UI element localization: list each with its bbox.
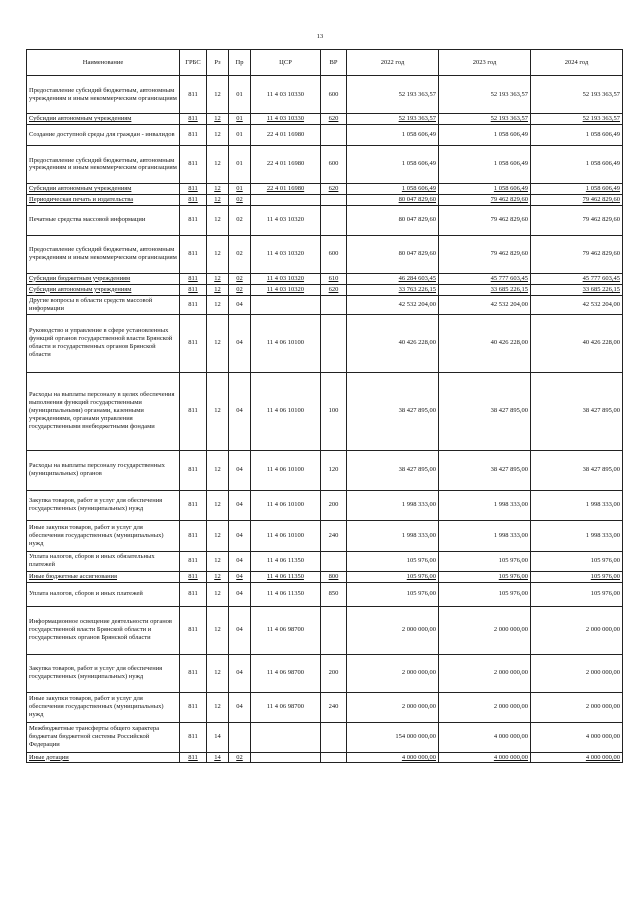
cell-name: Уплата налогов, сборов и иных платежей — [27, 582, 180, 606]
cell-y2022: 40 426 228,00 — [347, 314, 439, 372]
cell-rz: 14 — [207, 752, 229, 763]
cell-y2022: 38 427 895,00 — [347, 450, 439, 490]
table-row — [27, 295, 623, 314]
table-row — [27, 490, 623, 520]
cell-csr: 22 4 01 16980 — [251, 145, 321, 183]
cell-y2023: 105 976,00 — [439, 551, 531, 571]
cell-rz: 12 — [207, 314, 229, 372]
table-row — [27, 520, 623, 551]
cell-y2024: 105 976,00 — [531, 551, 623, 571]
cell-y2022: 1 058 606,49 — [347, 124, 439, 145]
cell-rz: 12 — [207, 582, 229, 606]
cell-csr: 11 4 03 10320 — [251, 235, 321, 273]
cell-rz: 12 — [207, 284, 229, 295]
cell-y2022: 80 047 829,60 — [347, 194, 439, 205]
table-row — [27, 284, 623, 295]
cell-vr — [321, 124, 347, 145]
table-row — [27, 124, 623, 145]
cell-y2024: 45 777 603,45 — [531, 273, 623, 284]
cell-name: Предоставление субсидий бюджетным, автономным учреждениям и иным некоммерческим организациям — [27, 145, 180, 183]
cell-vr — [321, 752, 347, 763]
table-row — [27, 372, 623, 450]
cell-csr — [251, 194, 321, 205]
cell-pr: 01 — [229, 114, 251, 125]
cell-y2024: 1 058 606,49 — [531, 145, 623, 183]
cell-y2023: 52 193 363,57 — [439, 114, 531, 125]
cell-csr: 22 4 01 16980 — [251, 183, 321, 194]
cell-pr: 04 — [229, 582, 251, 606]
header-2022: 2022 год — [347, 50, 439, 76]
cell-vr — [321, 295, 347, 314]
cell-name: Другие вопросы в области средств массовой информации — [27, 295, 180, 314]
cell-csr: 11 4 06 10100 — [251, 450, 321, 490]
cell-y2023: 40 426 228,00 — [439, 314, 531, 372]
cell-y2024: 4 000 000,00 — [531, 752, 623, 763]
cell-y2024: 38 427 895,00 — [531, 450, 623, 490]
cell-rz: 12 — [207, 273, 229, 284]
cell-y2023: 2 000 000,00 — [439, 692, 531, 722]
cell-y2023: 33 685 226,15 — [439, 284, 531, 295]
cell-y2024: 2 000 000,00 — [531, 606, 623, 654]
cell-vr: 620 — [321, 114, 347, 125]
cell-name: Расходы на выплаты персоналу в целях обеспечения выполнения функций государственными (муниципальными) органами, казенными учреждениями, органами управления государственными внебюджетными фондами — [27, 372, 180, 450]
cell-grbs: 811 — [180, 654, 207, 692]
cell-name: Уплата налогов, сборов и иных обязательных платежей — [27, 551, 180, 571]
cell-grbs: 811 — [180, 124, 207, 145]
cell-rz: 12 — [207, 692, 229, 722]
cell-rz: 12 — [207, 205, 229, 235]
cell-y2023: 45 777 603,45 — [439, 273, 531, 284]
cell-y2022: 1 998 333,00 — [347, 520, 439, 551]
cell-y2024: 79 462 829,60 — [531, 205, 623, 235]
cell-name: Предоставление субсидий бюджетным, автономным учреждениям и иным некоммерческим организациям — [27, 235, 180, 273]
cell-y2023: 79 462 829,60 — [439, 194, 531, 205]
cell-y2023: 105 976,00 — [439, 571, 531, 582]
cell-rz: 12 — [207, 520, 229, 551]
cell-y2023: 38 427 895,00 — [439, 372, 531, 450]
cell-y2024: 1 998 333,00 — [531, 520, 623, 551]
cell-y2024: 1 058 606,49 — [531, 124, 623, 145]
table-row — [27, 582, 623, 606]
cell-csr: 11 4 03 10320 — [251, 273, 321, 284]
cell-y2023: 42 532 204,00 — [439, 295, 531, 314]
cell-y2024: 105 976,00 — [531, 582, 623, 606]
cell-grbs: 811 — [180, 235, 207, 273]
cell-pr: 04 — [229, 295, 251, 314]
cell-rz: 12 — [207, 124, 229, 145]
cell-vr: 600 — [321, 76, 347, 114]
cell-y2024: 1 998 333,00 — [531, 490, 623, 520]
cell-y2024: 105 976,00 — [531, 571, 623, 582]
cell-vr: 120 — [321, 450, 347, 490]
cell-name: Расходы на выплаты персоналу государственных (муниципальных) органов — [27, 450, 180, 490]
cell-pr — [229, 722, 251, 752]
cell-y2022: 33 763 226,15 — [347, 284, 439, 295]
cell-csr — [251, 752, 321, 763]
cell-vr — [321, 194, 347, 205]
cell-y2022: 46 284 603,45 — [347, 273, 439, 284]
cell-pr: 04 — [229, 692, 251, 722]
header-vr: ВР — [321, 50, 347, 76]
cell-grbs: 811 — [180, 284, 207, 295]
cell-vr: 620 — [321, 183, 347, 194]
cell-grbs: 811 — [180, 295, 207, 314]
cell-rz: 12 — [207, 490, 229, 520]
table-row — [27, 450, 623, 490]
cell-vr: 620 — [321, 284, 347, 295]
cell-name: Создание доступной среды для граждан - инвалидов — [27, 124, 180, 145]
cell-vr — [321, 314, 347, 372]
cell-y2023: 38 427 895,00 — [439, 450, 531, 490]
cell-vr: 850 — [321, 582, 347, 606]
cell-name: Руководство и управление в сфере установленных функций органов государственной власти Брянской области и государственных органов Брянской области — [27, 314, 180, 372]
cell-pr: 02 — [229, 752, 251, 763]
cell-y2022: 52 193 363,57 — [347, 76, 439, 114]
cell-csr: 11 4 03 10330 — [251, 114, 321, 125]
cell-csr: 11 4 06 11350 — [251, 571, 321, 582]
cell-name: Иные закупки товаров, работ и услуг для обеспечения государственных (муниципальных) нужд — [27, 520, 180, 551]
header-2024: 2024 год — [531, 50, 623, 76]
cell-name: Межбюджетные трансферты общего характера бюджетам бюджетной системы Российской Федерации — [27, 722, 180, 752]
cell-pr: 01 — [229, 76, 251, 114]
cell-pr: 04 — [229, 490, 251, 520]
cell-rz: 12 — [207, 194, 229, 205]
cell-y2023: 4 000 000,00 — [439, 722, 531, 752]
cell-y2022: 105 976,00 — [347, 551, 439, 571]
cell-name: Информационное освещение деятельности органов государственной власти Брянской области и государственных органов Брянской области — [27, 606, 180, 654]
cell-y2023: 1 058 606,49 — [439, 145, 531, 183]
cell-y2022: 80 047 829,60 — [347, 235, 439, 273]
cell-csr: 11 4 06 98700 — [251, 654, 321, 692]
cell-pr: 02 — [229, 284, 251, 295]
cell-pr: 04 — [229, 314, 251, 372]
cell-grbs: 811 — [180, 205, 207, 235]
cell-y2022: 105 976,00 — [347, 571, 439, 582]
cell-y2022: 1 998 333,00 — [347, 490, 439, 520]
cell-y2022: 2 000 000,00 — [347, 692, 439, 722]
cell-rz: 12 — [207, 654, 229, 692]
cell-grbs: 811 — [180, 752, 207, 763]
cell-y2022: 42 532 204,00 — [347, 295, 439, 314]
cell-y2022: 38 427 895,00 — [347, 372, 439, 450]
header-2023: 2023 год — [439, 50, 531, 76]
cell-y2023: 1 998 333,00 — [439, 490, 531, 520]
cell-pr: 04 — [229, 520, 251, 551]
table-body — [27, 76, 623, 763]
page-number: 13 — [316, 33, 324, 40]
cell-pr: 04 — [229, 606, 251, 654]
table-row — [27, 654, 623, 692]
cell-csr: 11 4 06 10100 — [251, 314, 321, 372]
cell-y2022: 4 000 000,00 — [347, 752, 439, 763]
cell-csr: 11 4 06 11350 — [251, 551, 321, 571]
cell-y2023: 1 058 606,49 — [439, 124, 531, 145]
cell-y2024: 79 462 829,60 — [531, 194, 623, 205]
table-row — [27, 194, 623, 205]
cell-grbs: 811 — [180, 490, 207, 520]
cell-y2024: 40 426 228,00 — [531, 314, 623, 372]
header-pr: Пр — [229, 50, 251, 76]
cell-y2023: 1 058 606,49 — [439, 183, 531, 194]
cell-grbs: 811 — [180, 114, 207, 125]
cell-y2024: 2 000 000,00 — [531, 692, 623, 722]
cell-rz: 12 — [207, 606, 229, 654]
cell-vr: 100 — [321, 372, 347, 450]
cell-csr: 11 4 06 10100 — [251, 520, 321, 551]
cell-grbs: 811 — [180, 314, 207, 372]
cell-name: Предоставление субсидий бюджетным, автономным учреждениям и иным некоммерческим организациям — [27, 76, 180, 114]
table-row — [27, 205, 623, 235]
cell-y2022: 52 193 363,57 — [347, 114, 439, 125]
cell-rz: 12 — [207, 372, 229, 450]
cell-rz: 12 — [207, 145, 229, 183]
cell-grbs: 811 — [180, 273, 207, 284]
table-row — [27, 551, 623, 571]
cell-grbs: 811 — [180, 194, 207, 205]
cell-pr: 02 — [229, 235, 251, 273]
cell-pr: 02 — [229, 205, 251, 235]
cell-y2022: 154 000 000,00 — [347, 722, 439, 752]
cell-name: Субсидии бюджетным учреждениям — [27, 273, 180, 284]
cell-y2024: 42 532 204,00 — [531, 295, 623, 314]
cell-y2023: 4 000 000,00 — [439, 752, 531, 763]
cell-pr: 04 — [229, 551, 251, 571]
cell-vr: 200 — [321, 654, 347, 692]
cell-vr — [321, 606, 347, 654]
table-row — [27, 183, 623, 194]
header-grbs: ГРБС — [180, 50, 207, 76]
cell-name: Субсидии автономным учреждениям — [27, 284, 180, 295]
cell-csr: 11 4 06 10100 — [251, 372, 321, 450]
table-row — [27, 752, 623, 763]
cell-vr: 600 — [321, 145, 347, 183]
cell-name: Закупка товаров, работ и услуг для обеспечения государственных (муниципальных) нужд — [27, 490, 180, 520]
cell-vr: 240 — [321, 692, 347, 722]
cell-pr: 04 — [229, 450, 251, 490]
cell-csr: 11 4 03 10320 — [251, 205, 321, 235]
cell-csr — [251, 295, 321, 314]
cell-pr: 04 — [229, 372, 251, 450]
cell-y2023: 79 462 829,60 — [439, 205, 531, 235]
cell-y2022: 80 047 829,60 — [347, 205, 439, 235]
cell-name: Иные бюджетные ассигнования — [27, 571, 180, 582]
budget-table — [26, 49, 623, 763]
header-csr: ЦСР — [251, 50, 321, 76]
cell-grbs: 811 — [180, 551, 207, 571]
cell-y2023: 2 000 000,00 — [439, 606, 531, 654]
cell-y2023: 79 462 829,60 — [439, 235, 531, 273]
cell-vr — [321, 551, 347, 571]
cell-rz: 12 — [207, 551, 229, 571]
cell-vr: 600 — [321, 235, 347, 273]
cell-csr — [251, 722, 321, 752]
cell-name: Иные дотации — [27, 752, 180, 763]
cell-pr: 04 — [229, 654, 251, 692]
cell-csr: 22 4 01 16980 — [251, 124, 321, 145]
cell-grbs: 811 — [180, 571, 207, 582]
cell-grbs: 811 — [180, 183, 207, 194]
cell-rz: 12 — [207, 76, 229, 114]
table-row — [27, 273, 623, 284]
cell-grbs: 811 — [180, 722, 207, 752]
cell-name: Периодическая печать и издательства — [27, 194, 180, 205]
cell-rz: 12 — [207, 571, 229, 582]
table-row — [27, 235, 623, 273]
cell-pr: 01 — [229, 124, 251, 145]
cell-y2024: 52 193 363,57 — [531, 76, 623, 114]
cell-name: Печатные средства массовой информации — [27, 205, 180, 235]
cell-pr: 01 — [229, 145, 251, 183]
cell-vr: 610 — [321, 273, 347, 284]
cell-vr — [321, 205, 347, 235]
table-row — [27, 692, 623, 722]
cell-y2022: 1 058 606,49 — [347, 183, 439, 194]
cell-rz: 12 — [207, 295, 229, 314]
cell-rz: 12 — [207, 450, 229, 490]
cell-vr: 800 — [321, 571, 347, 582]
cell-rz: 14 — [207, 722, 229, 752]
cell-y2023: 1 998 333,00 — [439, 520, 531, 551]
cell-pr: 01 — [229, 183, 251, 194]
table-row — [27, 145, 623, 183]
cell-vr: 240 — [321, 520, 347, 551]
cell-vr — [321, 722, 347, 752]
cell-csr: 11 4 06 11350 — [251, 582, 321, 606]
cell-y2024: 38 427 895,00 — [531, 372, 623, 450]
table-row — [27, 722, 623, 752]
cell-csr: 11 4 03 10330 — [251, 76, 321, 114]
cell-rz: 12 — [207, 235, 229, 273]
cell-name: Иные закупки товаров, работ и услуг для обеспечения государственных (муниципальных) нужд — [27, 692, 180, 722]
cell-y2024: 33 685 226,15 — [531, 284, 623, 295]
cell-rz: 12 — [207, 183, 229, 194]
cell-y2023: 105 976,00 — [439, 582, 531, 606]
cell-y2023: 2 000 000,00 — [439, 654, 531, 692]
cell-pr: 02 — [229, 273, 251, 284]
table-header-row — [27, 50, 623, 76]
cell-grbs: 811 — [180, 692, 207, 722]
cell-pr: 04 — [229, 571, 251, 582]
cell-name: Субсидии автономным учреждениям — [27, 114, 180, 125]
table-row — [27, 314, 623, 372]
cell-y2024: 1 058 606,49 — [531, 183, 623, 194]
cell-grbs: 811 — [180, 372, 207, 450]
cell-y2024: 4 000 000,00 — [531, 722, 623, 752]
cell-y2022: 2 000 000,00 — [347, 654, 439, 692]
header-name: Наименование — [27, 50, 180, 76]
cell-grbs: 811 — [180, 76, 207, 114]
table-row — [27, 571, 623, 582]
table-row — [27, 114, 623, 125]
cell-grbs: 811 — [180, 520, 207, 551]
cell-y2024: 52 193 363,57 — [531, 114, 623, 125]
cell-csr: 11 4 06 98700 — [251, 692, 321, 722]
cell-y2022: 1 058 606,49 — [347, 145, 439, 183]
cell-vr: 200 — [321, 490, 347, 520]
cell-csr: 11 4 03 10320 — [251, 284, 321, 295]
table-row — [27, 76, 623, 114]
cell-grbs: 811 — [180, 450, 207, 490]
cell-pr: 02 — [229, 194, 251, 205]
cell-y2024: 2 000 000,00 — [531, 654, 623, 692]
cell-name: Субсидии автономным учреждениям — [27, 183, 180, 194]
cell-name: Закупка товаров, работ и услуг для обеспечения государственных (муниципальных) нужд — [27, 654, 180, 692]
header-rz: Рз — [207, 50, 229, 76]
cell-y2024: 79 462 829,60 — [531, 235, 623, 273]
cell-grbs: 811 — [180, 145, 207, 183]
cell-grbs: 811 — [180, 606, 207, 654]
cell-csr: 11 4 06 98700 — [251, 606, 321, 654]
cell-csr: 11 4 06 10100 — [251, 490, 321, 520]
cell-y2022: 2 000 000,00 — [347, 606, 439, 654]
cell-grbs: 811 — [180, 582, 207, 606]
cell-rz: 12 — [207, 114, 229, 125]
cell-y2023: 52 193 363,57 — [439, 76, 531, 114]
table-row — [27, 606, 623, 654]
cell-y2022: 105 976,00 — [347, 582, 439, 606]
